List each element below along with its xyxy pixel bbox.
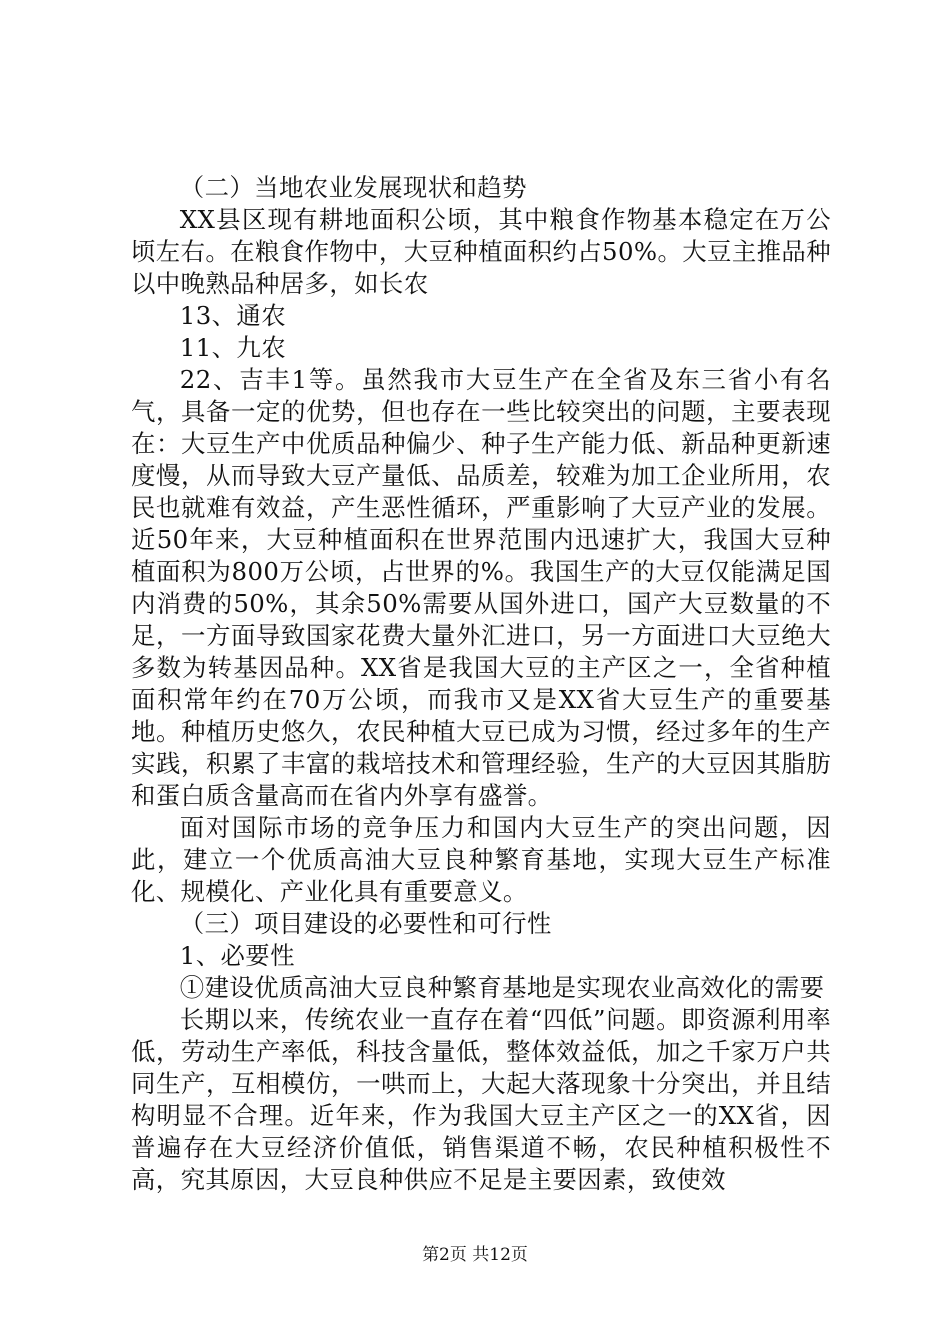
paragraph-variety-tongnong: 13、通农 — [179, 301, 287, 330]
section-heading-necessity-feasibility: （三）项目建设的必要性和可行性 — [179, 909, 552, 938]
subheading-necessity: 1、必要性 — [179, 941, 295, 970]
paragraph-farmland-area: XX县区现有耕地面积公顷，其中粮食作物基本稳定在万公顷左右。在粮食作物中，大豆种植面积约占50%。大豆主推品种以中晚熟品种居多，如长农 — [131, 205, 831, 298]
list-item-necessity-1: ①建设优质高油大豆良种繁育基地是实现农业高效化的需要 — [179, 973, 825, 1002]
page-footer: 第2页 共12页 — [422, 1245, 528, 1265]
paragraph-variety-jiunong: 11、九农 — [179, 333, 287, 362]
paragraph-international-competition: 面对国际市场的竞争压力和国内大豆生产的突出问题，因此，建立一个优质高油大豆良种繁育基地，实现大豆生产标准化、规模化、产业化具有重要意义。 — [131, 813, 831, 906]
document-body — [131, 172, 831, 1196]
paragraph-traditional-agriculture: 长期以来，传统农业一直存在着“四低”问题。即资源利用率低，劳动生产率低，科技含量低，整体效益低，加之千家万户共同生产，互相模仿，一哄而上，大起大落现象十分突出，并且结构明显不合理。近年来，作为我国大豆主产区之一的XX省，因普遍存在大豆经济价值低，销售渠道不畅，农民种植积极性不高，究其原因，大豆良种供应不足是主要因素，致使效 — [131, 1005, 831, 1194]
paragraph-soybean-production-issues: 22、吉丰1等。虽然我市大豆生产在全省及东三省小有名气，具备一定的优势，但也存在一些比较突出的问题，主要表现在：大豆生产中优质品种偏少、种子生产能力低、新品种更新速度慢，从而导致大豆产量低、品质差，较难为加工企业所用，农民也就难有效益，产生恶性循环，严重影响了大豆产业的发展。近50年来，大豆种植面积在世界范围内迅速扩大，我国大豆种植面积为800万公顷，占世界的%。我国生产的大豆仅能满足国内消费的50%，其余50%需要从国外进口，国产大豆数量的不足，一方面导致国家花费大量外汇进口，另一方面进口大豆绝大多数为转基因品种。XX省是我国大豆的主产区之一，全省种植面积常年约在70万公顷，而我市又是XX省大豆生产的重要基地。种植历史悠久，农民种植大豆已成为习惯，经过多年的生产实践，积累了丰富的栽培技术和管理经验，生产的大豆因其脂肪和蛋白质含量高而在省内外享有盛誉。 — [131, 365, 831, 810]
section-heading-local-agriculture: （二）当地农业发展现状和趋势 — [179, 173, 527, 202]
